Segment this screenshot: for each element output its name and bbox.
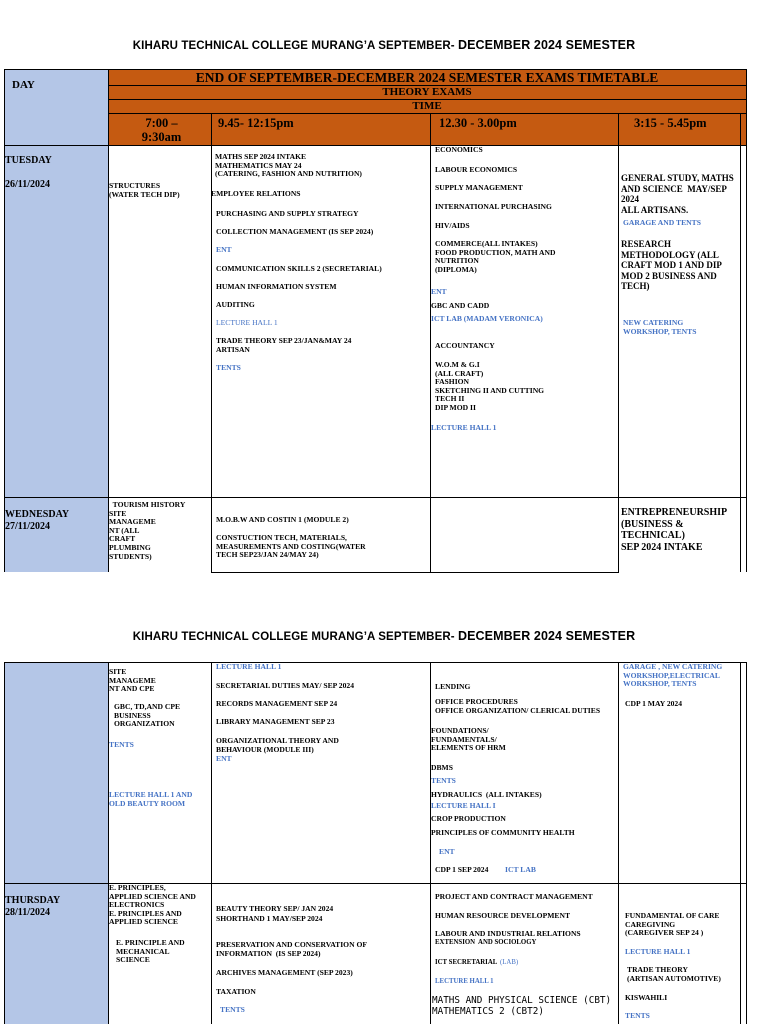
tue-c3-2: LABOUR ECONOMICS: [435, 165, 518, 174]
thu-c4-5: TENTS: [625, 1011, 650, 1020]
thu-c3-6: (LAB): [500, 959, 519, 966]
cont-c3-12: ICT LAB: [505, 865, 536, 874]
cont-c3-8: CROP PRODUCTION: [431, 814, 506, 823]
cont-c3-10: ENT: [439, 847, 455, 856]
thu-c3-2: HUMAN RESOURCE DEVELOPMENT: [435, 911, 571, 920]
day-tuesday: TUESDAY 26/11/2024: [5, 155, 52, 190]
tue-c3-5: HIV/AIDS: [435, 221, 470, 230]
wed-c1: TOURISM HISTORY SITE MANAGEME NT (ALL CRAFT PLUMBING STUDENTS): [109, 500, 186, 561]
wed-c4: ENTREPRENEURSHIP (BUSINESS & TECHNICAL) SEP 2024 INTAKE: [621, 507, 728, 553]
cont-c1-1: SITE MANAGEME NT AND CPE: [109, 667, 156, 694]
tue-c3-1: ECONOMICS: [435, 145, 483, 154]
tue-c3-12: LECTURE HALL 1: [431, 423, 497, 432]
thu-c2-3: PRESERVATION AND CONSERVATION OF INFORMATION (IS SEP 2024): [216, 940, 368, 958]
cont-c3-2: OFFICE PROCEDURES OFFICE ORGANIZATION/ CLERICAL DUTIES: [435, 697, 601, 715]
tue-c3-10: ACCOUNTANCY: [435, 341, 495, 350]
cont-c3-4: DBMS: [431, 763, 453, 772]
theory-exams-label: THEORY EXAMS: [382, 86, 472, 98]
timetable-page-1: [4, 69, 746, 572]
tue-c3-3: SUPPLY MANAGEMENT: [435, 183, 523, 192]
cont-c1-4: LECTURE HALL 1 AND OLD BEAUTY ROOM: [109, 790, 193, 808]
thu-c3-4: EXTENSION AND SOCIOLOGY: [435, 939, 537, 946]
page-title-prefix: KIHARU TECHNICAL COLLEGE MURANG’A SEPTEMBER-: [132, 40, 458, 52]
tue-c4-1: GENERAL STUDY, MATHS AND SCIENCE MAY/SEP 2024 ALL ARTISANS.: [621, 173, 734, 215]
cont-c3-6: HYDRAULICS (ALL INTAKES): [431, 790, 542, 799]
cont-c2-1: LECTURE HALL 1: [216, 662, 282, 671]
cont-c3-7: LECTURE HALL I: [431, 801, 496, 810]
thu-c1-2: E. PRINCIPLE AND MECHANICAL SCIENCE: [116, 938, 185, 965]
cont-c3-5: TENTS: [431, 776, 456, 785]
tue-c2-1: MATHS SEP 2024 INTAKE MATHEMATICS MAY 24 (CATERING, FASHION AND NUTRITION): [215, 152, 362, 179]
cont-c1-2: GBC, TD,AND CPE BUSINESS ORGANIZATION: [114, 702, 181, 729]
thu-c4-1: FUNDAMENTAL OF CARE CAREGIVING (CAREGIVER SEP 24 ): [625, 911, 720, 938]
day-thursday: THURSDAY 28/11/2024: [5, 895, 61, 918]
thu-c3-3: LABOUR AND INDUSTRIAL RELATIONS: [435, 929, 581, 938]
tue-c2-8: AUDITING: [216, 300, 255, 309]
slot-3: 12.30 - 3.00pm: [439, 116, 517, 130]
tue-c3-6: COMMERCE(ALL INTAKES) FOOD PRODUCTION, MATH AND NUTRITION (DIPLOMA): [435, 239, 556, 274]
cont-c2-3: RECORDS MANAGEMENT SEP 24: [216, 699, 338, 708]
cont-c3-9: PRINCIPLES OF COMMUNITY HEALTH: [431, 828, 575, 837]
thu-c2-5: TAXATION: [216, 987, 256, 996]
thu-c3-5: ICT SECRETARIAL: [435, 959, 498, 966]
tue-c2-5: ENT: [216, 245, 232, 254]
page-title-suffix: DECEMBER 2024 SEMESTER: [457, 38, 636, 52]
tue-c4-3: RESEARCH METHODOLOGY (ALL CRAFT MOD 1 AND DIP MOD 2 BUSINESS AND TECH): [621, 239, 722, 291]
tue-c3-9: ICT LAB (MADAM VERONICA): [431, 314, 543, 323]
cont-c2-5: ORGANIZATIONAL THEORY AND BEHAVIOUR (MODULE III): [216, 736, 339, 754]
tue-c3-7: ENT: [431, 287, 447, 296]
thu-c4-4: KISWAHILI: [625, 993, 668, 1002]
thu-c2-2: SHORTHAND 1 MAY/SEP 2024: [216, 914, 323, 923]
thu-c4-2: LECTURE HALL 1: [625, 947, 691, 956]
tue-c2-11: TENTS: [216, 363, 241, 372]
slot-4: 3:15 - 5.45pm: [634, 116, 707, 130]
thu-c3-7: LECTURE HALL 1: [435, 978, 494, 985]
cont-c3-1: LENDING: [435, 682, 471, 691]
cont-c1-3: TENTS: [109, 740, 134, 749]
tue-c3-11: W.O.M & G.I (ALL CRAFT) FASHION SKETCHING II AND CUTTING TECH II DIP MOD II: [435, 360, 545, 412]
cont-c3-3: FOUNDATIONS/ FUNDAMENTALS/ ELEMENTS OF HRM: [431, 726, 506, 753]
thu-c1-1: E. PRINCIPLES, APPLIED SCIENCE AND ELECTRONICS E. PRINCIPLES AND APPLIED SCIENCE: [109, 883, 196, 927]
tue-c4-2: GARAGE AND TENTS: [623, 218, 701, 227]
tue-c3-4: INTERNATIONAL PURCHASING: [435, 202, 552, 211]
page-title: [0, 38, 768, 52]
exam-timetable-title: END OF SEPTEMBER-DECEMBER 2024 SEMESTER EXAMS TIMETABLE: [195, 70, 659, 85]
tue-c1: STRUCTURES (WATER TECH DIP): [109, 181, 180, 199]
page-title-2-prefix: KIHARU TECHNICAL COLLEGE MURANG’A SEPTEMBER-: [132, 631, 458, 643]
timetable-page-2: [4, 662, 746, 1024]
cont-c4-1: GARAGE , NEW CATERING WORKSHOP,ELECTRICAL WORKSHOP, TENTS: [623, 662, 723, 689]
wed-c2-2: CONSTUCTION TECH, MATERIALS, MEASUREMENTS AND COSTING(WATER TECH SEP23/JAN 24/MAY 24): [216, 533, 366, 560]
tue-c2-10: TRADE THEORY SEP 23/JAN&MAY 24 ARTISAN: [216, 336, 352, 354]
time-label: TIME: [412, 100, 442, 112]
tue-c2-6: COMMUNICATION SKILLS 2 (SECRETARIAL): [216, 264, 382, 273]
tue-c2-4: COLLECTION MANAGEMENT (IS SEP 2024): [216, 227, 374, 236]
cont-c2-2: SECRETARIAL DUTIES MAY/ SEP 2024: [216, 681, 354, 690]
thu-c2-4: ARCHIVES MANAGEMENT (SEP 2023): [216, 968, 353, 977]
tue-c2-9: LECTURE HALL 1: [216, 318, 278, 327]
page-title-2: [0, 629, 768, 643]
tue-c2-3: PURCHASING AND SUPPLY STRATEGY: [216, 209, 359, 218]
thu-c4-3: TRADE THEORY (ARTISAN AUTOMOTIVE): [627, 965, 721, 983]
slot-2: 9.45- 12:15pm: [218, 116, 294, 130]
day-wednesday: WEDNESDAY 27/11/2024: [5, 509, 70, 532]
tue-c2-2: EMPLOYEE RELATIONS: [211, 189, 301, 198]
thu-c3-1: PROJECT AND CONTRACT MANAGEMENT: [435, 892, 593, 901]
tue-c3-8: GBC AND CADD: [431, 301, 490, 310]
tue-c4-4: NEW CATERING WORKSHOP, TENTS: [623, 318, 697, 336]
thu-c2-1: BEAUTY THEORY SEP/ JAN 2024: [216, 904, 334, 913]
page-title-2-suffix: DECEMBER 2024 SEMESTER: [457, 629, 636, 643]
tue-c2-7: HUMAN INFORMATION SYSTEM: [216, 282, 337, 291]
cont-c4-2: CDP 1 MAY 2024: [625, 699, 683, 708]
cont-c3-11: CDP 1 SEP 2024: [435, 865, 489, 874]
thu-c3-8: MATHS AND PHYSICAL SCIENCE (CBT) MATHEMATICS 2 (CBT2): [432, 995, 612, 1017]
thu-c2-6: TENTS: [220, 1005, 245, 1014]
slot-1: 7:00 – 9:30am: [141, 116, 182, 144]
cont-c2-6: ENT: [216, 754, 232, 763]
wed-c2-1: M.O.B.W AND COSTIN 1 (MODULE 2): [216, 515, 349, 524]
cont-c2-4: LIBRARY MANAGEMENT SEP 23: [216, 717, 335, 726]
day-header: DAY: [12, 79, 35, 91]
